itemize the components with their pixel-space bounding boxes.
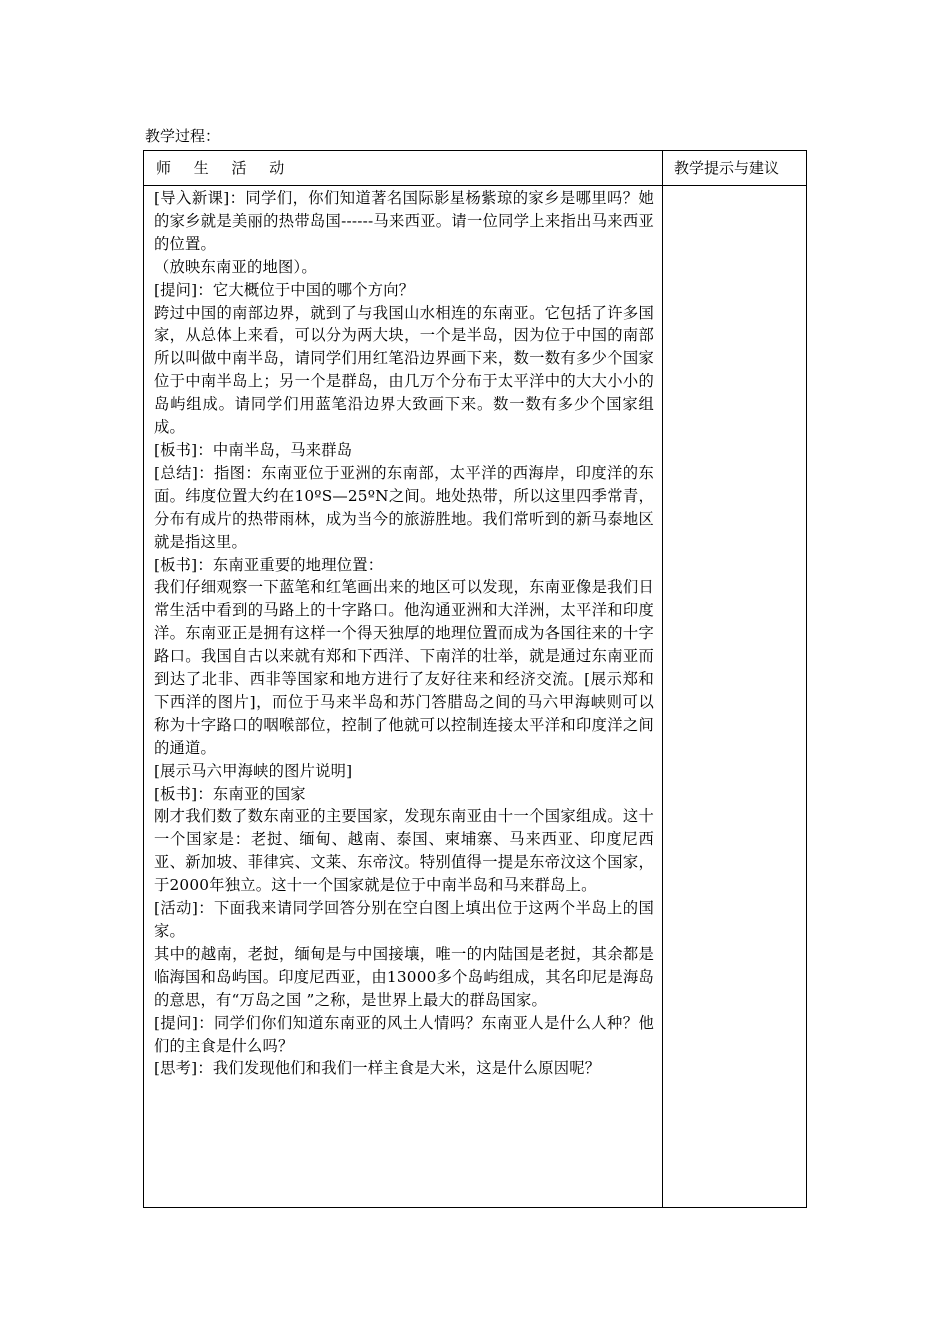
paragraph-question-customs: [提问]：同学们你们知道东南亚的风土人情吗？东南亚人是什么人种？他们的主食是什么吗？	[154, 1013, 654, 1055]
paragraph-malacca-picture: [展示马六甲海峡的图片说明]	[154, 761, 353, 780]
header-divider	[144, 185, 806, 186]
paragraph-think: [思考]：我们发现他们和我们一样主食是大米，这是什么原因呢？	[154, 1059, 601, 1078]
activities-cell	[154, 187, 654, 1080]
paragraph-intro: [导入新课]：同学们，你们知道著名国际影星杨紫琼的家乡是哪里吗？她的家乡就是美丽的热带岛国------马来西亚。请一位同学上来指出马来西亚的位置。	[154, 189, 654, 253]
paragraph-countries: 刚才我们数了数东南亚的主要国家，发现东南亚由十一个国家组成。这十一个国家是：老挝、缅甸、越南、泰国、柬埔寨、马来西亚、印度尼西亚、新加坡、菲律宾、文莱、东帝汶。特别值得一提是东帝汶这个国家，于2000年独立。这十一个国家就是位于中南半岛和马来群岛上。	[154, 807, 654, 895]
paragraph-board-peninsula: [板书]：中南半岛，马来群岛	[154, 440, 353, 459]
paragraph-question-direction: [提问]：它大概位于中国的哪个方向？	[154, 280, 415, 299]
paragraph-neighbors: 其中的越南，老挝，缅甸是与中国接壤，唯一的内陆国是老挝，其余都是临海国和岛屿国。印度尼西亚，由13000多个岛屿组成，其名印尼是海岛的意思，有“万岛之国 ”之称，是世界上最大的群岛国家。	[154, 944, 654, 1009]
lesson-table	[143, 150, 807, 1208]
header-teaching-tips: 教学提示与建议	[674, 159, 780, 177]
paragraph-crossroads: 我们仔细观察一下蓝笔和红笔画出来的地区可以发现，东南亚像是我们日常生活中看到的马路上的十字路口。他沟通亚洲和大洋洲，太平洋和印度洋。东南亚正是拥有这样一个得天独厚的地理位置而成为各国往来的十字路口。我国自古以来就有郑和下西洋、下南洋的壮举，就是通过东南亚而到达了北非、西非等国家和地方进行了友好往来和经济交流。[展示郑和下西洋的图片]，而位于马来半岛和苏门答腊岛之间的马六甲海峡则可以称为十字路口的咽喉部位，控制了他就可以控制连接太平洋和印度洋之间的通道。	[154, 578, 654, 757]
header-teacher-student-activity: 师 生 活 动	[156, 159, 285, 177]
paragraph-board-location: [板书]：东南亚重要的地理位置：	[154, 555, 384, 574]
paragraph-show-map: （放映东南亚的地图）。	[154, 257, 317, 276]
page-heading: 教学过程：	[145, 127, 221, 145]
paragraph-board-countries: [板书]：东南亚的国家	[154, 784, 306, 803]
paragraph-regions: 跨过中国的南部边界，就到了与我国山水相连的东南亚。它包括了许多国家，从总体上来看，可以分为两大块，一个是半岛，因为位于中国的南部所以叫做中南半岛，请同学们用红笔沿边界画下来，数一数有多少个国家位于中南半岛上；另一个是群岛，由几万个分布于太平洋中的大大小小的岛屿组成。请同学们用蓝笔沿边界大致画下来。数一数有多少个国家组成。	[154, 303, 654, 437]
paragraph-summary: [总结]：指图：东南亚位于亚洲的东南部，太平洋的西海岸，印度洋的东面。纬度位置大约在10ºS—25ºN之间。地处热带，所以这里四季常青，分布有成片的热带雨林，成为当今的旅游胜地。我们常听到的新马泰地区就是指这里。	[154, 463, 654, 551]
column-divider	[662, 151, 663, 1207]
paragraph-activity: [活动]：下面我来请同学回答分别在空白图上填出位于这两个半岛上的国家。	[154, 899, 654, 940]
